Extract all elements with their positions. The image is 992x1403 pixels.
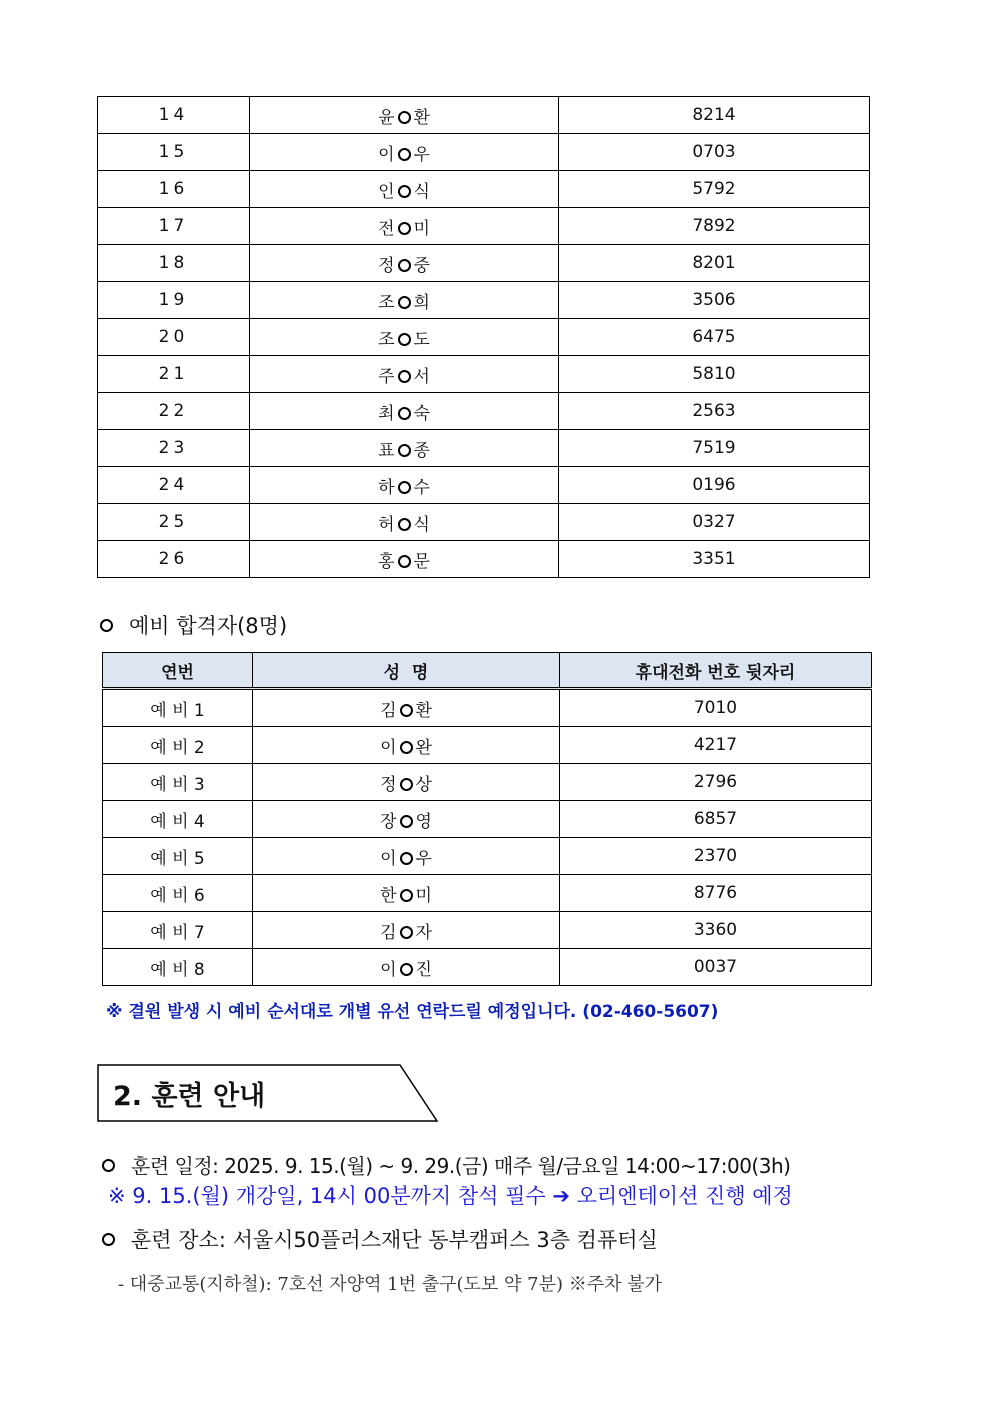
- name-last: 수: [413, 477, 430, 498]
- row-number: 26: [98, 541, 250, 578]
- row-phone: 7010: [560, 689, 872, 727]
- row-number: 예 비 3: [103, 764, 253, 801]
- table-row: [98, 430, 870, 467]
- name-first: 정: [380, 774, 397, 795]
- row-name: [250, 319, 559, 356]
- section-2-title: 2. 훈련 안내: [113, 1081, 266, 1112]
- table-row: [98, 171, 870, 208]
- name-first: 표: [378, 440, 395, 461]
- name-last: 서: [413, 366, 430, 387]
- name-first: 한: [380, 885, 397, 906]
- masked-circle-icon: [398, 148, 411, 161]
- name-last: 자: [415, 922, 432, 943]
- masked-circle-icon: [400, 704, 413, 717]
- header-phone: 휴대전화 번호 뒷자리: [560, 653, 872, 689]
- row-phone: 2370: [560, 838, 872, 875]
- name-first: 조: [378, 292, 395, 313]
- row-name: [253, 912, 560, 949]
- name-last: 희: [413, 292, 430, 313]
- row-phone: 2563: [559, 393, 870, 430]
- masked-circle-icon: [398, 111, 411, 124]
- reserve-table: [102, 652, 872, 986]
- row-number: 예 비 8: [103, 949, 253, 986]
- header-no: 연번: [103, 653, 253, 689]
- masked-circle-icon: [398, 481, 411, 494]
- row-name: [253, 875, 560, 912]
- training-place: [102, 1224, 658, 1254]
- row-name: [250, 541, 559, 578]
- name-last: 진: [415, 959, 432, 980]
- row-name: [250, 282, 559, 319]
- row-number: 14: [98, 97, 250, 134]
- masked-circle-icon: [400, 963, 413, 976]
- masked-circle-icon: [400, 852, 413, 865]
- name-first: 이: [380, 848, 397, 869]
- name-last: 환: [415, 700, 432, 721]
- row-name: [250, 245, 559, 282]
- row-name: [250, 208, 559, 245]
- row-phone: 0037: [560, 949, 872, 986]
- row-number: 19: [98, 282, 250, 319]
- row-name: [250, 97, 559, 134]
- row-name: [250, 504, 559, 541]
- masked-circle-icon: [398, 296, 411, 309]
- name-last: 종: [413, 440, 430, 461]
- row-number: 예 비 1: [103, 689, 253, 727]
- row-name: [253, 764, 560, 801]
- reserve-notice: ※ 결원 발생 시 예비 순서대로 개별 유선 연락드릴 예정입니다. (02-460-5607): [106, 1002, 719, 1022]
- name-first: 허: [378, 514, 395, 535]
- table-row: [98, 134, 870, 171]
- name-first: 주: [378, 366, 395, 387]
- masked-circle-icon: [398, 333, 411, 346]
- row-name: [250, 430, 559, 467]
- row-phone: 4217: [560, 727, 872, 764]
- admitted-table: [97, 96, 870, 578]
- name-first: 김: [380, 700, 397, 721]
- table-row: [103, 727, 872, 764]
- section-2-heading: [97, 1064, 439, 1122]
- table-row: [103, 912, 872, 949]
- name-last: 영: [415, 811, 432, 832]
- row-phone: 0327: [559, 504, 870, 541]
- name-last: 중: [413, 255, 430, 276]
- row-name: [253, 949, 560, 986]
- row-name: [250, 393, 559, 430]
- table-row: [98, 319, 870, 356]
- row-name: [253, 801, 560, 838]
- table-row: [98, 356, 870, 393]
- training-schedule-text: 훈련 일정: 2025. 9. 15.(월) ~ 9. 29.(금) 매주 월/금요일 14:00~17:00(3h): [131, 1154, 791, 1178]
- row-number: 예 비 5: [103, 838, 253, 875]
- row-phone: 6857: [560, 801, 872, 838]
- reserve-table-header: [103, 653, 872, 689]
- bullet-circle-icon: [102, 1159, 115, 1172]
- row-name: [253, 689, 560, 727]
- row-number: 예 비 4: [103, 801, 253, 838]
- row-phone: 3506: [559, 282, 870, 319]
- name-first: 이: [380, 959, 397, 980]
- masked-circle-icon: [398, 259, 411, 272]
- table-row: [98, 208, 870, 245]
- header-name: 성 명: [253, 653, 560, 689]
- row-number: 20: [98, 319, 250, 356]
- name-last: 완: [415, 737, 432, 758]
- row-name: [250, 171, 559, 208]
- name-last: 미: [413, 218, 430, 239]
- name-last: 상: [415, 774, 432, 795]
- row-number: 16: [98, 171, 250, 208]
- row-number: 23: [98, 430, 250, 467]
- table-row: [98, 504, 870, 541]
- row-phone: 5792: [559, 171, 870, 208]
- name-first: 김: [380, 922, 397, 943]
- name-first: 조: [378, 329, 395, 350]
- row-name: [250, 134, 559, 171]
- row-name: [250, 467, 559, 504]
- name-last: 우: [415, 848, 432, 869]
- row-phone: 7892: [559, 208, 870, 245]
- transit-info: - 대중교통(지하철): 7호선 자양역 1번 출구(도보 약 7분) ※주차 불가: [118, 1274, 663, 1295]
- name-first: 장: [380, 811, 397, 832]
- name-first: 인: [378, 181, 395, 202]
- name-first: 전: [378, 218, 395, 239]
- masked-circle-icon: [400, 926, 413, 939]
- table-row: [98, 393, 870, 430]
- row-number: 24: [98, 467, 250, 504]
- training-place-text: 훈련 장소: 서울시50플러스재단 동부캠퍼스 3층 컴퓨터실: [131, 1228, 658, 1252]
- masked-circle-icon: [398, 407, 411, 420]
- row-phone: 3360: [560, 912, 872, 949]
- table-row: [103, 949, 872, 986]
- table-row: [103, 689, 872, 727]
- row-number: 15: [98, 134, 250, 171]
- row-number: 22: [98, 393, 250, 430]
- row-phone: 0703: [559, 134, 870, 171]
- table-row: [98, 245, 870, 282]
- name-last: 식: [413, 514, 430, 535]
- table-row: [98, 541, 870, 578]
- name-first: 정: [378, 255, 395, 276]
- row-phone: 0196: [559, 467, 870, 504]
- orientation-notice: ※ 9. 15.(월) 개강일, 14시 00분까지 참석 필수 ➔ 오리엔테이션 진행 예정: [108, 1184, 793, 1208]
- reserve-heading: [100, 610, 287, 640]
- masked-circle-icon: [398, 370, 411, 383]
- row-phone: 7519: [559, 430, 870, 467]
- row-phone: 8776: [560, 875, 872, 912]
- masked-circle-icon: [400, 815, 413, 828]
- masked-circle-icon: [398, 518, 411, 531]
- row-phone: 8214: [559, 97, 870, 134]
- row-phone: 2796: [560, 764, 872, 801]
- row-number: 예 비 7: [103, 912, 253, 949]
- row-name: [253, 727, 560, 764]
- row-phone: 5810: [559, 356, 870, 393]
- name-last: 숙: [413, 403, 430, 424]
- masked-circle-icon: [400, 889, 413, 902]
- name-first: 최: [378, 403, 395, 424]
- row-phone: 3351: [559, 541, 870, 578]
- row-number: 18: [98, 245, 250, 282]
- name-last: 문: [413, 551, 430, 572]
- name-first: 이: [380, 737, 397, 758]
- row-phone: 8201: [559, 245, 870, 282]
- table-row: [98, 282, 870, 319]
- bullet-circle-icon: [102, 1233, 115, 1246]
- masked-circle-icon: [398, 185, 411, 198]
- name-first: 홍: [378, 551, 395, 572]
- name-first: 이: [378, 144, 395, 165]
- row-number: 21: [98, 356, 250, 393]
- table-row: [103, 801, 872, 838]
- table-row: [98, 97, 870, 134]
- row-number: 17: [98, 208, 250, 245]
- row-number: 25: [98, 504, 250, 541]
- row-number: 예 비 6: [103, 875, 253, 912]
- name-first: 하: [378, 477, 395, 498]
- table-row: [103, 875, 872, 912]
- reserve-heading-text: 예비 합격자(8명): [129, 614, 288, 638]
- table-row: [103, 764, 872, 801]
- row-name: [250, 356, 559, 393]
- training-schedule: [102, 1150, 790, 1179]
- masked-circle-icon: [400, 741, 413, 754]
- masked-circle-icon: [400, 778, 413, 791]
- name-first: 윤: [378, 107, 395, 128]
- row-phone: 6475: [559, 319, 870, 356]
- row-number: 예 비 2: [103, 727, 253, 764]
- name-last: 우: [413, 144, 430, 165]
- table-row: [98, 467, 870, 504]
- bullet-circle-icon: [100, 619, 113, 632]
- name-last: 도: [413, 329, 430, 350]
- table-row: [103, 838, 872, 875]
- masked-circle-icon: [398, 444, 411, 457]
- name-last: 식: [413, 181, 430, 202]
- row-name: [253, 838, 560, 875]
- masked-circle-icon: [398, 222, 411, 235]
- name-last: 미: [415, 885, 432, 906]
- name-last: 환: [413, 107, 430, 128]
- masked-circle-icon: [398, 555, 411, 568]
